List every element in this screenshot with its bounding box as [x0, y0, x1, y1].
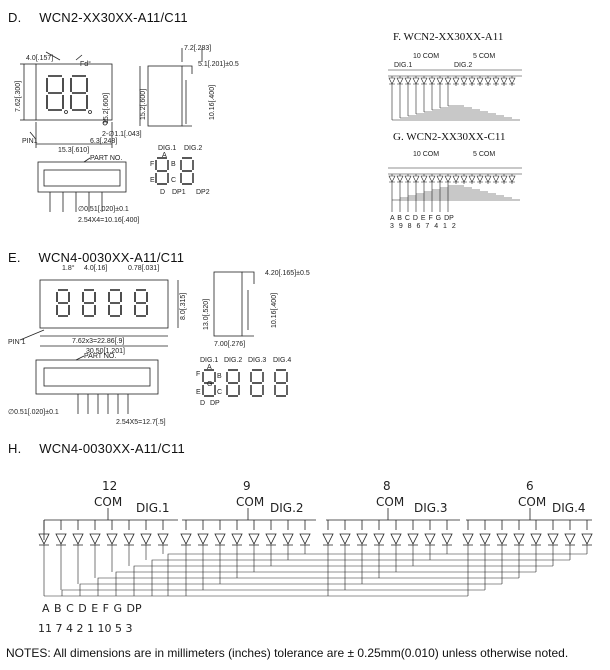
diode-icon — [323, 520, 333, 545]
diode-icon — [408, 520, 418, 545]
e-seg-g: G — [207, 381, 213, 388]
e-dim-b: 4.0[.16] — [84, 265, 108, 272]
diode-icon — [509, 76, 515, 86]
d-dp2: DP2 — [196, 189, 210, 196]
d-dim-width: 15.3[.610] — [58, 147, 90, 154]
notes-text: NOTES: All dimensions are in millimeters (inches) tolerance are ± 0.25mm(0.010) unless otherwise noted. — [6, 646, 569, 660]
h-pins: 11 7 4 2 1 10 5 3 — [38, 622, 133, 635]
diode-icon — [425, 520, 435, 545]
segment-wire — [112, 545, 536, 596]
e-digit-diagram — [203, 370, 287, 396]
diode-icon — [480, 520, 490, 545]
diode-icon — [405, 174, 411, 184]
d-pin-d: ∅0.51[.020]±0.1 — [78, 206, 129, 213]
e-r2: 13.0[.520] — [203, 298, 210, 330]
section-g-title: G. WCN2-XX30XX-C11 — [393, 131, 506, 143]
diode-icon — [421, 174, 427, 184]
diode-icon — [485, 174, 491, 184]
e-seg-f: F — [196, 371, 201, 378]
e-seg-dp: DP — [210, 400, 220, 407]
diode-icon — [514, 520, 524, 545]
segment-wire — [146, 545, 570, 596]
f-dig1: DIG.1 — [394, 62, 413, 69]
d-pin1-label: PIN1 — [22, 138, 38, 145]
diode-icon — [283, 520, 293, 545]
d-dim-height: 7.62[.300] — [15, 80, 22, 112]
d-front-view — [20, 52, 112, 148]
g-letters: A B C D E F G DP — [390, 215, 454, 222]
diode-icon — [249, 520, 259, 545]
diode-icon — [493, 76, 499, 86]
diode-icon — [340, 520, 350, 545]
e-dim-c: 0.78[.031] — [128, 265, 160, 272]
diode-icon — [463, 520, 473, 545]
h-g1-dig: DIG.1 — [136, 501, 170, 515]
e-side-view — [214, 272, 254, 336]
d-dim-side: 15.2[.600] — [140, 88, 147, 120]
diode-icon — [374, 520, 384, 545]
h-g4-pin: 6 — [526, 479, 534, 493]
diode-icon — [501, 174, 507, 184]
e-dim-a: 1.8° — [62, 265, 75, 272]
d-dp1: DP1 — [172, 189, 186, 196]
diode-icon — [437, 174, 443, 184]
e-part-no: PART NO. — [84, 353, 117, 360]
e-seg-a: A — [207, 364, 212, 371]
g-pins: 3 9 8 6 7 4 1 2 — [390, 223, 456, 230]
h-g2-dig: DIG.2 — [270, 501, 304, 515]
e-w2: 30.50[1.201] — [86, 348, 125, 355]
d-seg-f: F — [150, 161, 155, 168]
segment-wire — [61, 545, 485, 596]
diode-icon — [501, 76, 507, 86]
d-pitch: 2.54X4=10.16[.400] — [78, 217, 140, 224]
h-letters: A B C D E F G DP — [42, 602, 142, 615]
diode-icon — [565, 520, 575, 545]
h-g4-com: COM — [518, 495, 547, 509]
segment-wire — [78, 545, 502, 596]
section-d-letter: D. — [8, 10, 22, 25]
diode-icon — [437, 76, 443, 86]
diode-icon — [397, 174, 403, 184]
section-e-part: WCN4-0030XX-A11/C11 — [38, 250, 185, 265]
diode-icon — [485, 76, 491, 86]
section-d-part: WCN2-XX30XX-A11/C11 — [39, 10, 188, 25]
d-part-no: PART NO. — [90, 155, 123, 162]
diode-icon — [389, 174, 395, 184]
d-seg-c: C — [171, 177, 177, 184]
diode-icon — [531, 520, 541, 545]
g-schematic — [388, 168, 522, 212]
g-com2: 5 COM — [473, 151, 496, 158]
d-dim-depth: 10.16[.400] — [209, 84, 216, 120]
segment-wire — [44, 545, 468, 596]
segment-wire — [163, 545, 587, 596]
e-dig4: DIG.4 — [273, 357, 292, 364]
diode-icon — [429, 174, 435, 184]
diode-icon — [429, 76, 435, 86]
d-dim-pin-dia: 2-∅1.1[.043] — [102, 131, 142, 138]
diode-icon — [181, 520, 191, 545]
d-seg-e: E — [150, 177, 155, 184]
diode-icon — [461, 174, 467, 184]
f-com1: 10 COM — [413, 53, 440, 60]
section-f-title: F. WCN2-XX30XX-A11 — [393, 31, 504, 43]
diode-icon — [442, 520, 452, 545]
diode-icon — [158, 520, 168, 545]
diode-icon — [469, 174, 475, 184]
h-g2-com: COM — [236, 495, 265, 509]
diode-icon — [477, 76, 483, 86]
d-side-view — [140, 48, 202, 126]
diode-icon — [445, 76, 451, 86]
d-seg-b: B — [171, 161, 176, 168]
diode-icon — [453, 174, 459, 184]
diode-icon — [124, 520, 134, 545]
e-pin1: PIN 1 — [8, 339, 26, 346]
h-g3-dig: DIG.3 — [414, 501, 448, 515]
section-h-letter: H. — [8, 441, 22, 456]
diode-icon — [141, 520, 151, 545]
e-seg-d: D — [200, 400, 206, 407]
e-front-view — [20, 280, 178, 346]
d-dim-seg-h: 7.2[.283] — [184, 45, 212, 52]
f-schematic — [388, 70, 522, 120]
segment-wire — [95, 545, 519, 596]
e-r3: 10.16[.400] — [271, 292, 278, 328]
diode-icon — [548, 520, 558, 545]
h-schematic — [39, 508, 592, 596]
diode-icon — [266, 520, 276, 545]
diode-icon — [300, 520, 310, 545]
h-g3-com: COM — [376, 495, 405, 509]
diode-icon — [509, 174, 515, 184]
f-dig2: DIG.2 — [454, 62, 473, 69]
diode-icon — [461, 76, 467, 86]
h-g1-com: COM — [94, 495, 123, 509]
diode-icon — [405, 76, 411, 86]
g-com1: 10 COM — [413, 151, 440, 158]
diode-icon — [107, 520, 117, 545]
e-w1: 7.62x3=22.86[.9] — [72, 338, 125, 345]
d-dig1: DIG.1 — [158, 145, 177, 152]
e-r1: 4.20[.165]±0.5 — [265, 270, 310, 277]
segment-wire — [129, 545, 553, 596]
diode-icon — [357, 520, 367, 545]
e-dig1: DIG.1 — [200, 357, 219, 364]
diode-icon — [497, 520, 507, 545]
diode-icon — [477, 174, 483, 184]
d-dim-side-h: 15.2[.600] — [103, 92, 110, 124]
h-g4-dig: DIG.4 — [552, 501, 586, 515]
diode-icon — [56, 520, 66, 545]
e-seg-b: B — [217, 373, 222, 380]
e-pin-d: ∅0.51[.020]±0.1 — [8, 409, 59, 416]
diode-icon — [215, 520, 225, 545]
diode-icon — [469, 76, 475, 86]
diode-icon — [90, 520, 100, 545]
section-h-part: WCN4-0030XX-A11/C11 — [39, 441, 185, 456]
h-g2-pin: 9 — [243, 479, 251, 493]
h-group-labels — [94, 479, 586, 515]
diode-icon — [413, 76, 419, 86]
e-seg-e: E — [196, 389, 201, 396]
e-pitch: 2.54X5=12.7[.5] — [116, 419, 166, 426]
e-dig3: DIG.3 — [248, 357, 267, 364]
h-g3-pin: 8 — [383, 479, 391, 493]
e-seg-c: C — [217, 389, 223, 396]
d-dim-pin-space: 6.3[.248] — [90, 138, 118, 145]
d-dim-pin-off: 5.1[.201]±0.5 — [198, 61, 239, 68]
diode-icon — [582, 520, 592, 545]
d-dim-dp: Fd° — [80, 61, 91, 68]
diode-icon — [413, 174, 419, 184]
e-bottom-view — [36, 356, 158, 414]
diode-icon — [397, 76, 403, 86]
diode-icon — [421, 76, 427, 86]
diode-icon — [493, 174, 499, 184]
d-seg-d: D — [160, 189, 166, 196]
d-seg-a: A — [162, 152, 167, 159]
f-com2: 5 COM — [473, 53, 496, 60]
diode-icon — [453, 76, 459, 86]
e-r4: 7.00[.276] — [214, 341, 246, 348]
d-bottom-view — [38, 158, 126, 212]
diode-icon — [389, 76, 395, 86]
diode-icon — [391, 520, 401, 545]
h-g1-pin: 12 — [102, 479, 118, 493]
diode-icon — [232, 520, 242, 545]
section-e-letter: E. — [8, 250, 21, 265]
e-dim-h: 8.0[.315] — [180, 292, 187, 320]
diode-icon — [73, 520, 83, 545]
d-dig2: DIG.2 — [184, 145, 203, 152]
diode-icon — [445, 174, 451, 184]
d-dim-seg-pitch: 4.0[.157] — [26, 55, 54, 62]
e-dig2: DIG.2 — [224, 357, 243, 364]
diode-icon — [198, 520, 208, 545]
